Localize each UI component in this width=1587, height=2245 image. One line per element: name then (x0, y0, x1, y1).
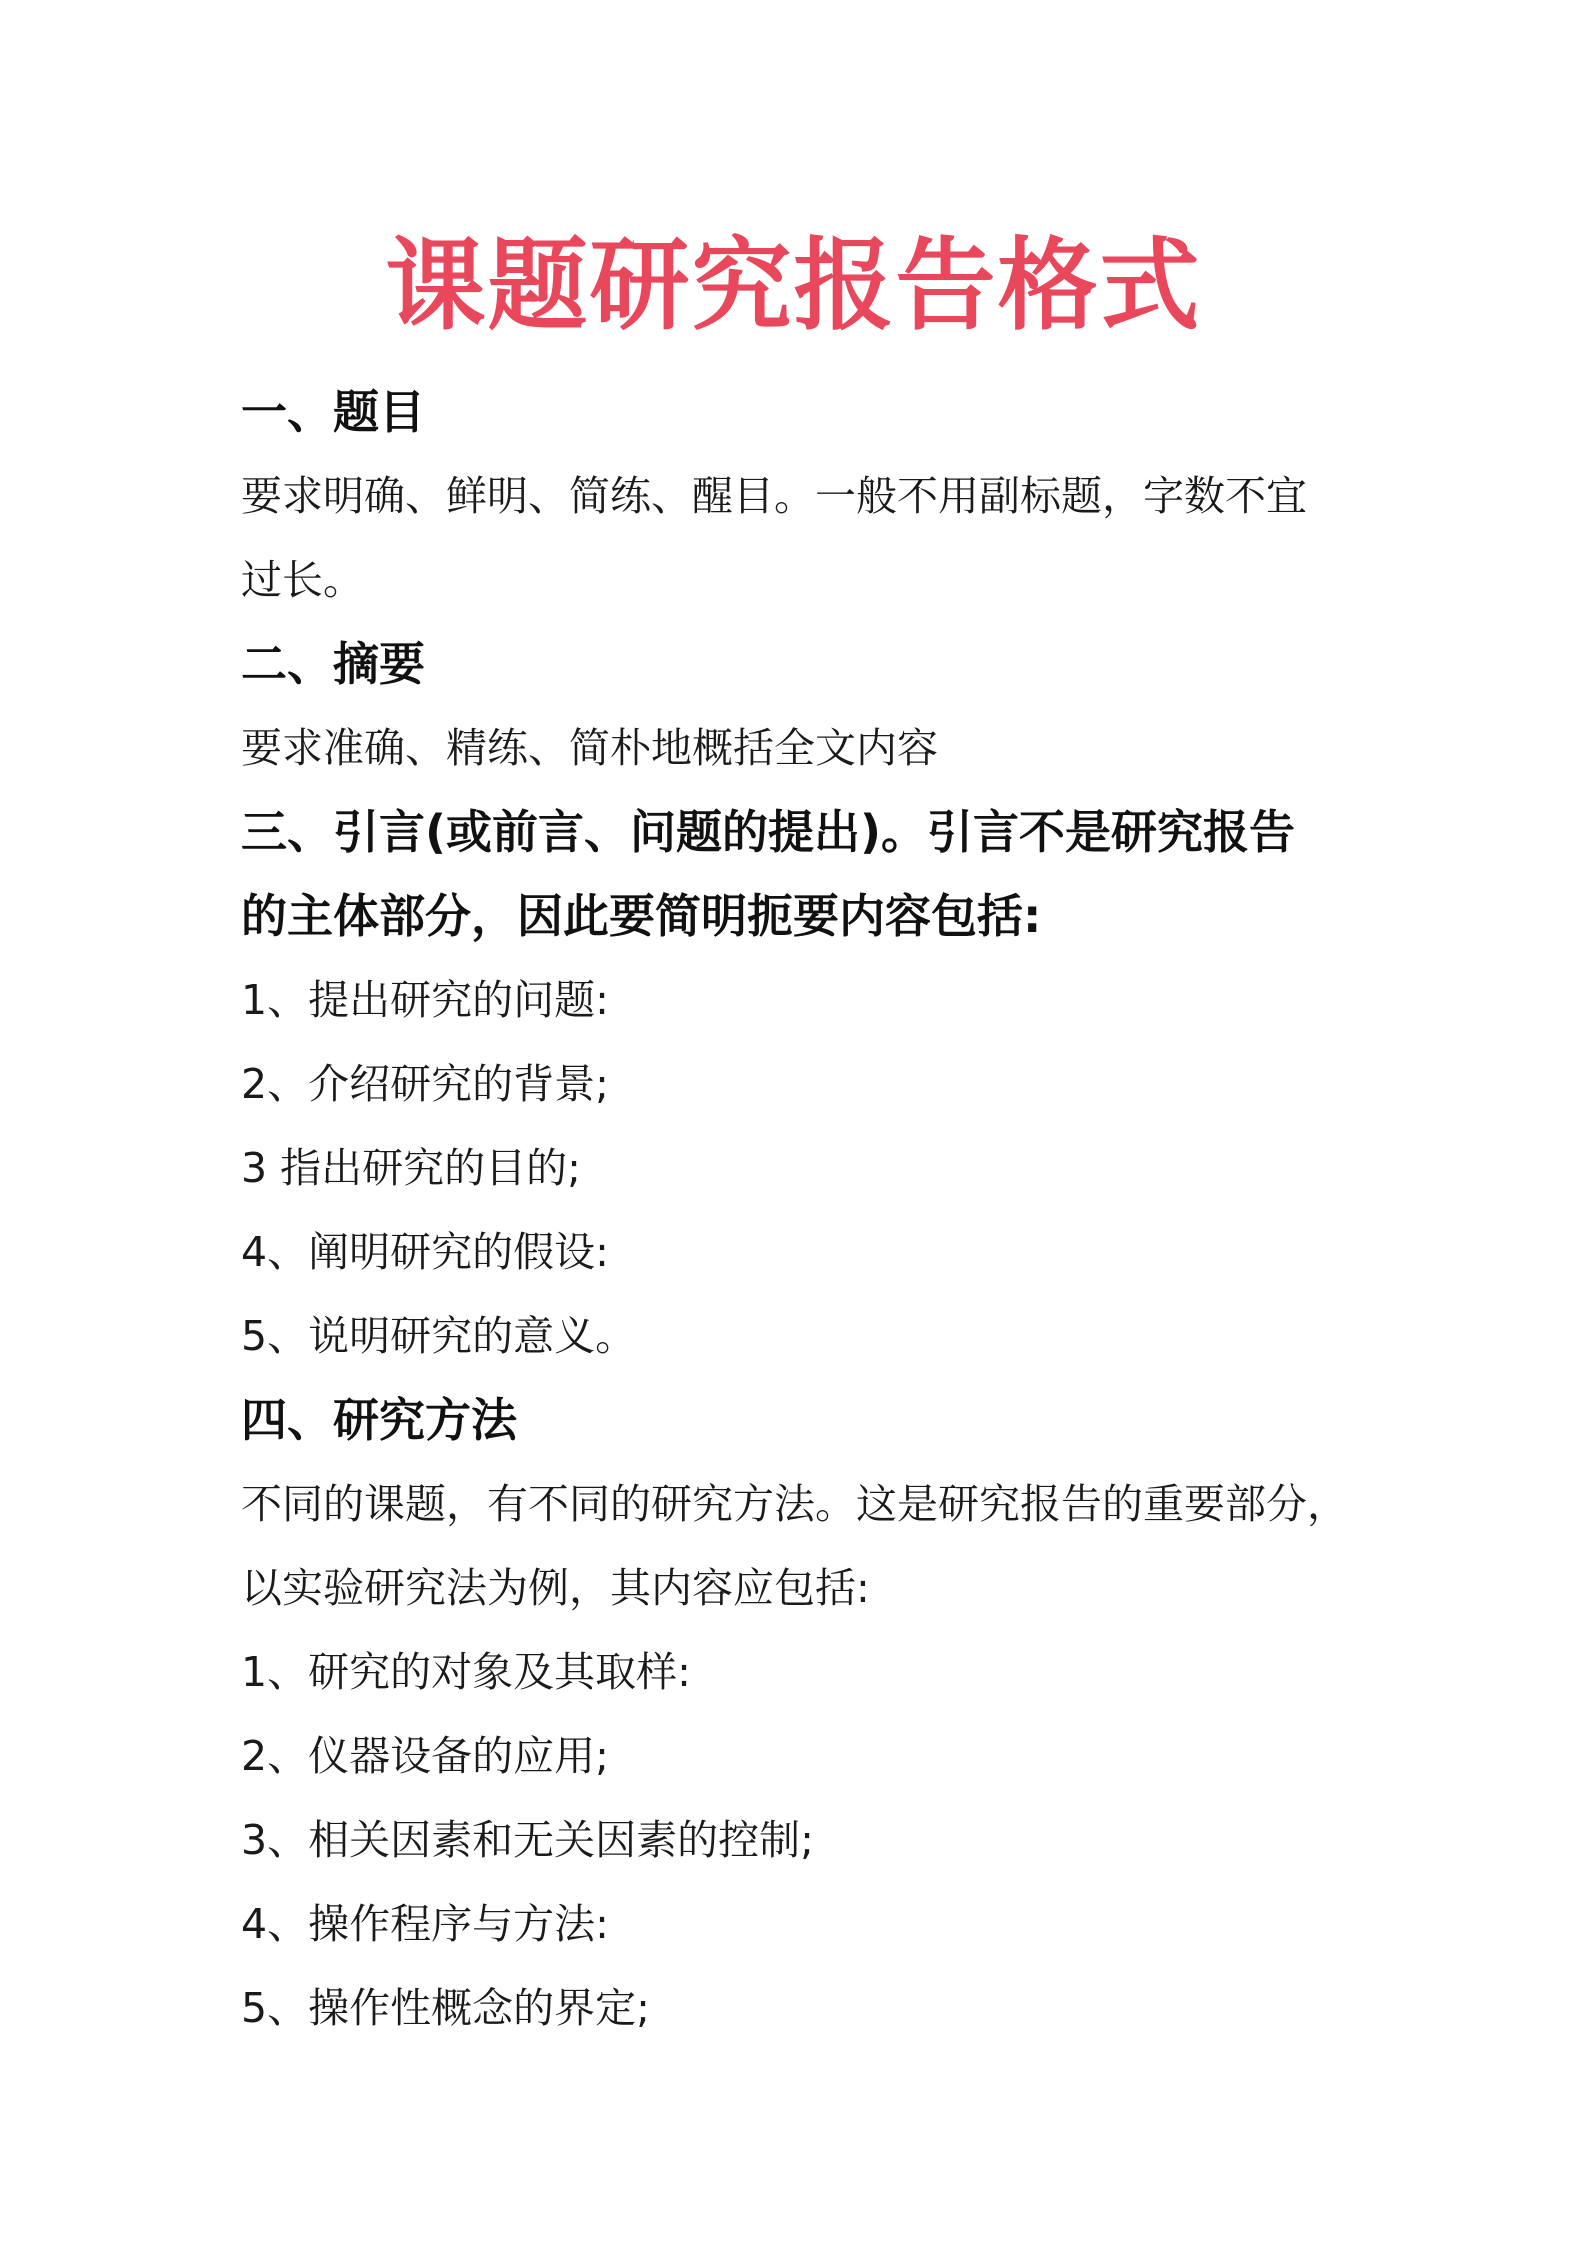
section-heading-introduction-continued: 的主体部分，因此要简明扼要内容包括: (241, 889, 1042, 943)
list-item: 5、说明研究的意义。 (241, 1312, 637, 1360)
list-item: 1、提出研究的问题: (241, 976, 609, 1024)
section-heading-methods: 四、研究方法 (241, 1393, 517, 1447)
document-title: 课题研究报告格式 (385, 227, 1202, 344)
section-heading-introduction: 三、引言(或前言、问题的提出)。引言不是研究报告 (241, 805, 1296, 859)
paragraph-line: 过长。 (241, 556, 364, 604)
list-item: 2、仪器设备的应用; (241, 1732, 609, 1780)
document-body (241, 370, 1371, 2050)
list-item: 2、介绍研究的背景; (241, 1060, 609, 1108)
paragraph-line: 要求准确、精练、简朴地概括全文内容 (241, 724, 938, 772)
list-item: 4、操作程序与方法: (241, 1900, 609, 1948)
paragraph-line: 不同的课题，有不同的研究方法。这是研究报告的重要部分， (241, 1480, 1348, 1528)
list-item: 1、研究的对象及其取样: (241, 1648, 691, 1696)
paragraph-line: 要求明确、鲜明、简练、醒目。一般不用副标题，字数不宜 (241, 472, 1307, 520)
list-item: 3、相关因素和无关因素的控制; (241, 1816, 814, 1864)
list-item: 3 指出研究的目的; (241, 1144, 581, 1192)
list-item: 4、阐明研究的假设: (241, 1228, 609, 1276)
section-heading-title: 一、题目 (241, 385, 425, 439)
section-heading-abstract: 二、摘要 (241, 637, 425, 691)
list-item: 5、操作性概念的界定; (241, 1984, 650, 2032)
paragraph-line: 以实验研究法为例，其内容应包括: (241, 1564, 870, 1612)
